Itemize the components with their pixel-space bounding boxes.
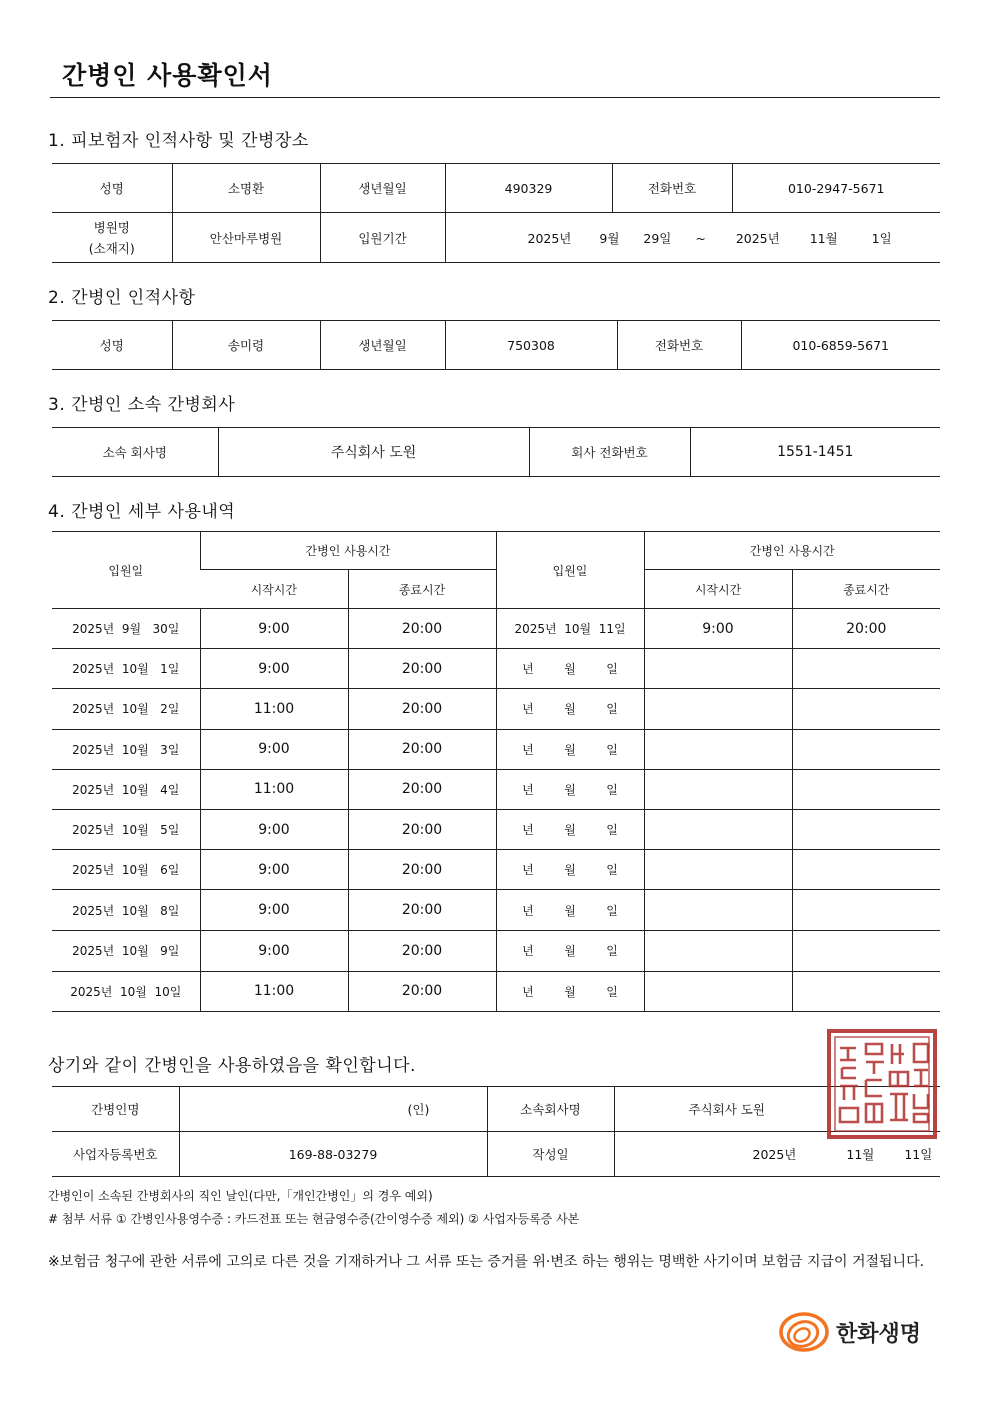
period-start-month: 9월	[599, 230, 620, 246]
start-time-cell-2	[644, 809, 792, 849]
admit-date-cell-2: 년 월 일	[496, 890, 644, 931]
company-phone-value: 1551-1451	[690, 428, 940, 477]
period-end-month: 11월	[809, 230, 838, 246]
attachment-note: # 첨부 서류 ① 간병인사용영수증 : 카드전표 또는 현금영수증(간이영수증 제외) ② 사업자등록증 사본	[48, 1212, 580, 1226]
company-name-label-2: 소속회사명	[487, 1087, 614, 1132]
end-time-cell-2	[792, 850, 940, 890]
period-end-day: 1일	[871, 230, 892, 246]
written-year: 2025년	[752, 1147, 797, 1162]
usage-row	[52, 971, 940, 1011]
period-start-day: 29일	[643, 230, 672, 246]
company-seal-stamp	[826, 1028, 938, 1140]
caregiver-name-label: 성명	[52, 321, 172, 370]
caregiver-name-value: 송미령	[172, 321, 320, 370]
end-time-cell-2	[792, 649, 940, 689]
start-time-cell-2	[644, 890, 792, 931]
admit-date-cell: 2025년 10월 8일	[52, 890, 200, 931]
end-time-cell-2	[792, 931, 940, 971]
fraud-warning: ※보험금 청구에 관한 서류에 고의로 다른 것을 기재하거나 그 서류 또는 증거를 위·변조 하는 행위는 명백한 사기이며 보험금 지급이 거절됩니다.	[48, 1254, 925, 1270]
period-label: 입원기간	[320, 213, 445, 263]
start-time-cell: 11:00	[200, 971, 348, 1011]
insured-name-value: 소명환	[172, 164, 320, 213]
company-name-value: 주식회사 도원	[218, 428, 529, 477]
section2-heading: 2. 간병인 인적사항	[48, 288, 196, 308]
start-time-cell: 9:00	[200, 729, 348, 769]
company-info-table	[52, 427, 940, 477]
usage-detail-table	[52, 531, 940, 1012]
bizno-value: 169-88-03279	[179, 1132, 487, 1177]
insured-name-label: 성명	[52, 164, 172, 213]
admit-date-cell: 2025년 10월 2일	[52, 689, 200, 729]
written-date-label: 작성일	[487, 1132, 614, 1177]
end-time-cell: 20:00	[348, 689, 496, 729]
end-time-header-right: 종료시간	[792, 570, 940, 609]
start-time-cell-2: 9:00	[644, 609, 792, 649]
hanwha-logo-text: 한화생명	[836, 1321, 922, 1347]
start-time-cell: 11:00	[200, 769, 348, 809]
admit-date-cell: 2025년 10월 4일	[52, 769, 200, 809]
end-time-cell-2	[792, 971, 940, 1011]
start-time-cell-2	[644, 971, 792, 1011]
usage-row	[52, 850, 940, 890]
hospital-label	[52, 213, 172, 263]
admit-date-cell: 2025년 10월 5일	[52, 809, 200, 849]
admit-date-cell: 2025년 10월 1일	[52, 649, 200, 689]
admit-date-cell: 2025년 10월 10일	[52, 971, 200, 1011]
caregiver-birth-value: 750308	[445, 321, 617, 370]
written-month: 11월	[846, 1147, 875, 1162]
start-time-cell: 9:00	[200, 931, 348, 971]
written-day: 11일	[904, 1147, 933, 1162]
period-start-year: 2025년	[527, 230, 572, 246]
end-time-cell-2	[792, 769, 940, 809]
insured-birth-value: 490329	[445, 164, 612, 213]
start-time-cell: 9:00	[200, 890, 348, 931]
end-time-cell: 20:00	[348, 609, 496, 649]
period-end-year: 2025년	[735, 230, 780, 246]
seal-mark: (인)	[407, 1102, 430, 1117]
hospital-label-line1: 병원명	[93, 220, 130, 235]
start-time-cell: 9:00	[200, 809, 348, 849]
insured-phone-label: 전화번호	[612, 164, 732, 213]
caregiver-birth-label: 생년월일	[320, 321, 445, 370]
usage-row	[52, 769, 940, 809]
admit-date-cell-2: 년 월 일	[496, 729, 644, 769]
start-time-cell: 9:00	[200, 609, 348, 649]
company-name-text-2: 주식회사 도원	[688, 1102, 765, 1117]
usage-row	[52, 729, 940, 769]
admit-date-cell: 2025년 9월 30일	[52, 609, 200, 649]
period-tilde: ~	[695, 230, 706, 246]
admit-date-cell-2: 년 월 일	[496, 809, 644, 849]
caregiver-signature-label: 간병인명	[52, 1087, 179, 1132]
admit-date-cell: 2025년 10월 9일	[52, 931, 200, 971]
section4-heading: 4. 간병인 세부 사용내역	[48, 502, 236, 522]
company-name-label: 소속 회사명	[52, 428, 218, 477]
start-time-cell: 9:00	[200, 649, 348, 689]
start-time-cell-2	[644, 729, 792, 769]
admit-date-cell: 2025년 10월 3일	[52, 729, 200, 769]
start-time-cell-2	[644, 649, 792, 689]
company-phone-label: 회사 전화번호	[529, 428, 690, 477]
end-time-cell-2	[792, 729, 940, 769]
end-time-cell: 20:00	[348, 809, 496, 849]
insured-phone-value: 010-2947-5671	[732, 164, 940, 213]
end-time-cell-2	[792, 890, 940, 931]
end-time-cell-2	[792, 689, 940, 729]
document-title: 간병인 사용확인서	[62, 61, 273, 90]
admit-date-cell-2: 년 월 일	[496, 971, 644, 1011]
hanwha-life-logo	[778, 1310, 921, 1354]
admit-date-header-right: 입원일	[496, 532, 644, 609]
hospital-label-line2: (소재지)	[88, 241, 135, 256]
admit-date-cell-2: 년 월 일	[496, 689, 644, 729]
caregiver-phone-value: 010-6859-5671	[741, 321, 940, 370]
admit-date-cell-2: 2025년 10월 11일	[496, 609, 644, 649]
caregiver-phone-label: 전화번호	[617, 321, 741, 370]
hospital-value: 안산마루병원	[172, 213, 320, 263]
start-time-cell-2	[644, 689, 792, 729]
end-time-cell: 20:00	[348, 850, 496, 890]
end-time-cell: 20:00	[348, 931, 496, 971]
confirmation-table	[52, 1086, 940, 1177]
caregiver-info-table	[52, 320, 940, 370]
insured-info-table	[52, 163, 940, 263]
usage-time-header-left: 간병인 사용시간	[200, 532, 496, 570]
end-time-cell-2: 20:00	[792, 609, 940, 649]
usage-row	[52, 890, 940, 931]
usage-row	[52, 931, 940, 971]
usage-time-header-right: 간병인 사용시간	[644, 532, 940, 570]
insured-birth-label: 생년월일	[320, 164, 445, 213]
end-time-cell: 20:00	[348, 971, 496, 1011]
end-time-cell: 20:00	[348, 769, 496, 809]
end-time-cell: 20:00	[348, 649, 496, 689]
section1-heading: 1. 피보험자 인적사항 및 간병장소	[48, 131, 309, 151]
admission-period	[445, 213, 940, 263]
start-time-cell-2	[644, 931, 792, 971]
bizno-label: 사업자등록번호	[52, 1132, 179, 1177]
start-time-header-right: 시작시간	[644, 570, 792, 609]
end-time-cell-2	[792, 809, 940, 849]
admit-date-cell-2: 년 월 일	[496, 931, 644, 971]
admit-date-cell-2: 년 월 일	[496, 850, 644, 890]
title-divider	[50, 97, 940, 98]
admit-date-cell-2: 년 월 일	[496, 649, 644, 689]
section3-heading: 3. 간병인 소속 간병회사	[48, 395, 236, 415]
admit-date-cell: 2025년 10월 6일	[52, 850, 200, 890]
admit-date-cell-2: 년 월 일	[496, 769, 644, 809]
end-time-cell: 20:00	[348, 890, 496, 931]
seal-note: 간병인이 소속된 간병회사의 직인 날인(다만,「개인간병인」의 경우 예외)	[48, 1189, 433, 1203]
hanwha-swirl-icon	[778, 1310, 830, 1354]
usage-row	[52, 649, 940, 689]
admit-date-header-left: 입원일	[52, 532, 200, 609]
start-time-cell-2	[644, 769, 792, 809]
end-time-cell: 20:00	[348, 729, 496, 769]
usage-row	[52, 809, 940, 849]
confirmation-statement: 상기와 같이 간병인을 사용하였음을 확인합니다.	[48, 1056, 416, 1076]
start-time-header-left: 시작시간	[200, 570, 348, 609]
caregiver-signature-field	[179, 1087, 487, 1132]
start-time-cell: 11:00	[200, 689, 348, 729]
end-time-header-left: 종료시간	[348, 570, 496, 609]
start-time-cell: 9:00	[200, 850, 348, 890]
start-time-cell-2	[644, 850, 792, 890]
usage-row	[52, 689, 940, 729]
usage-row	[52, 609, 940, 649]
